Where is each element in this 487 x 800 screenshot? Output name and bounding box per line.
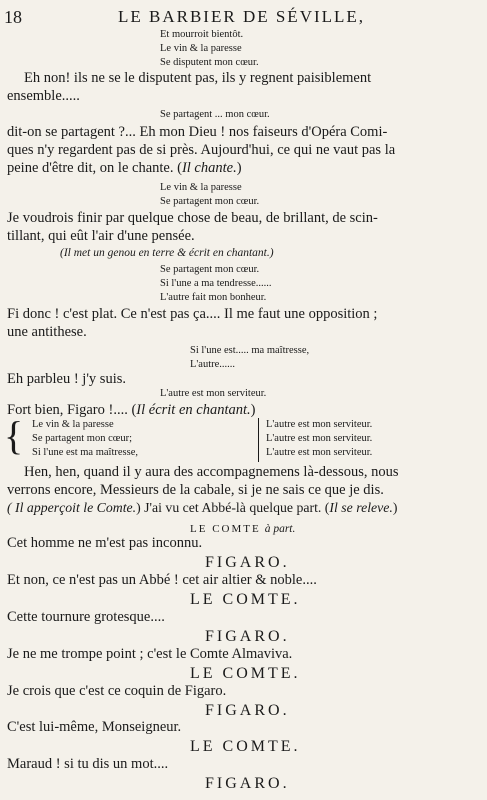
left-brace: { [4,413,24,458]
dialogue-line: C'est lui-même, Monseigneur. [7,719,182,735]
prose-line: ques n'y regardent pas de si près. Aujourd'hui, ce qui ne vaut pas la [7,142,396,158]
song-line: L'autre fait mon bonheur. [160,292,267,303]
prose-line: Fort bien, Figaro !.... (Il écrit en chantant.) [7,402,256,418]
song-line: Se partagent mon cœur. [160,196,260,207]
speaker-figaro: FIGARO. [205,702,290,719]
speaker-comte-apart: LE COMTE à part. [190,523,296,535]
song-line: Se partagent mon cœur; [32,433,133,444]
prose-line: ensemble..... [7,88,80,104]
prose-line: Eh parbleu ! j'y suis. [7,371,126,387]
prose-line: verrons encore, Messieurs de la cabale, si je ne sais ce que je dis. [7,482,384,498]
song-line: Se disputent mon cœur. [160,57,259,68]
dialogue-line: Maraud ! si tu dis un mot.... [7,756,169,772]
song-line: L'autre...... [190,359,236,370]
song-line: L'autre est mon serviteur. [266,433,373,444]
song-line: Le vin & la paresse [32,419,114,430]
song-line: Si l'une est ma maîtresse, [32,447,138,458]
dialogue-line: Cette tournure grotesque.... [7,609,165,625]
song-line: L'autre est mon serviteur. [266,419,373,430]
dialogue-line: Je ne me trompe point ; c'est le Comte Almaviva. [7,646,293,662]
stage-direction: Il chante. [181,160,237,176]
column-divider [258,418,259,462]
prose-line: Eh non! ils ne se le disputent pas, ils y regnent paisiblement [24,70,372,86]
prose-line: Hen, hen, quand il y aura des accompagnemens là-dessous, nous [24,464,399,480]
song-line: Se partagent mon cœur. [160,264,260,275]
prose-line: Je voudrois finir par quelque chose de beau, de brillant, de scin- [7,210,378,226]
prose-line: dit-on se partagent ?... Eh mon Dieu ! nos faiseurs d'Opéra Comi- [7,124,388,140]
prose-line: peine d'être dit, on le chante. (Il chante.) [7,160,242,176]
song-line: Se partagent ... mon cœur. [160,109,270,120]
speaker-figaro: FIGARO. [205,775,290,792]
song-line: Et mourroit bientôt. [160,29,244,40]
speaker-comte: LE COMTE. [190,591,301,608]
page-number: 18 [4,7,22,27]
song-line: Si l'une a ma tendresse...... [160,278,272,289]
dialogue-line: Et non, ce n'est pas un Abbé ! cet air altier & noble.... [7,572,317,588]
song-line: Le vin & la paresse [160,43,242,54]
prose-line: tillant, qui eût l'air d'une pensée. [7,228,195,244]
running-title: LE BARBIER DE SÉVILLE, [118,7,366,26]
prose-line: une antithese. [7,324,87,340]
song-line: Le vin & la paresse [160,182,242,193]
song-line: Si l'une est..... ma maîtresse, [190,345,310,356]
prose-line: Fi donc ! c'est plat. Ce n'est pas ça.... Il me faut une opposition ; [7,306,378,322]
stage-direction: Il écrit en chantant. [136,402,251,418]
stage-direction: Il se releve. [329,500,393,515]
prose-line: ( Il apperçoit le Comte.) J'ai vu cet Abbé-là quelque part. (Il se releve.) [7,500,398,515]
speaker-figaro: FIGARO. [205,628,290,645]
song-line: L'autre est mon serviteur. [266,447,373,458]
song-line: L'autre est mon serviteur. [160,388,267,399]
stage-direction: (Il met un genou en terre & écrit en chantant.) [60,247,274,259]
dialogue-line: Je crois que c'est ce coquin de Figaro. [7,683,227,699]
speaker-comte: LE COMTE. [190,738,301,755]
stage-direction: ( Il apperçoit le Comte. [7,500,137,515]
speaker-comte: LE COMTE. [190,665,301,682]
speaker-figaro: FIGARO. [205,554,290,571]
dialogue-line: Cet homme ne m'est pas inconnu. [7,535,203,551]
